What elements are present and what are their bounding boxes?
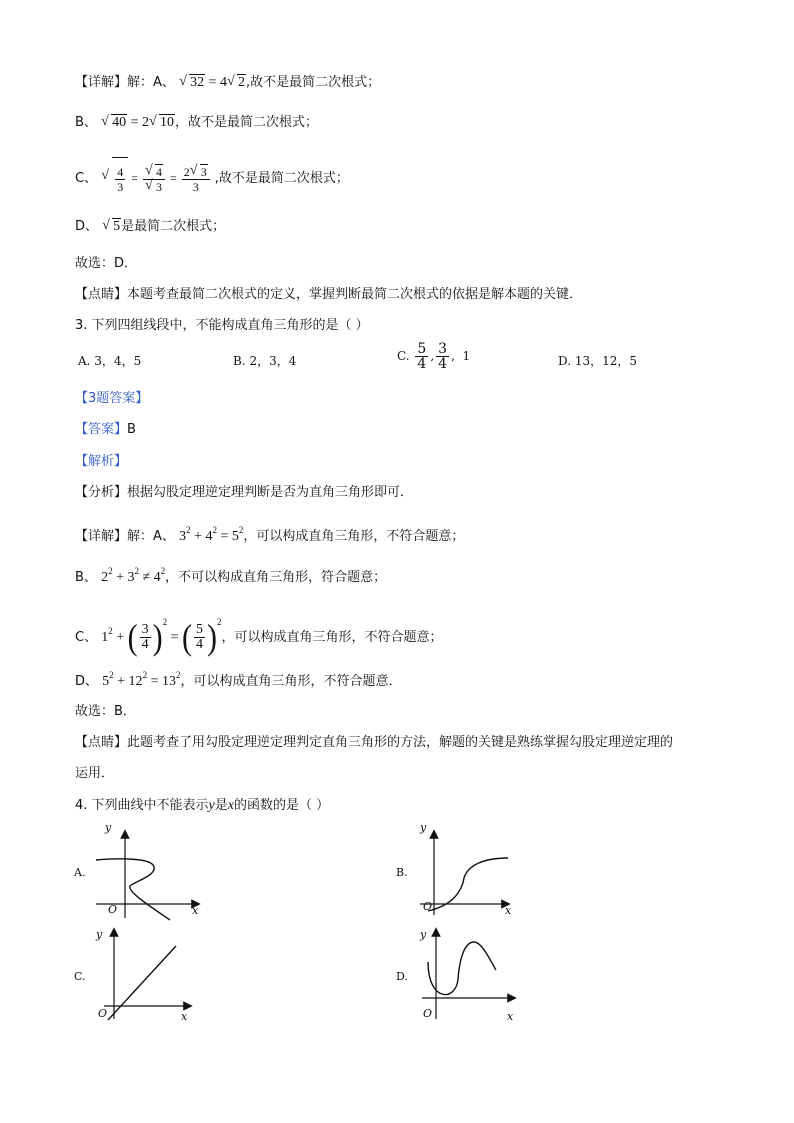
detail-tag: 【详解】 xyxy=(75,75,128,90)
math-2-3-4: $2^2 + 3^2 \ne 4^2$ xyxy=(101,566,166,585)
q3-option-d: D. 13，12，5 xyxy=(558,354,637,368)
q3-comment-cont: 运用． xyxy=(75,766,115,781)
graph-c-origin: O xyxy=(98,1007,108,1020)
q3-detail-c: C、 $1^2$ + ( $\frac{3}{4}$ )$^2$ = ( $\frac{5}{4}$ )$^2$，可以构成直角三角形，不符合题意； xyxy=(75,617,443,657)
math-3-4-5: $3^2 + 4^2 = 5^2$ xyxy=(179,525,244,544)
q2-detail-a: 【详解】解：A、 √ 32 = 4√ 2,故不是最简二次根式； xyxy=(75,73,380,93)
graph-b-origin: O xyxy=(423,900,433,913)
graph-d-origin: O xyxy=(423,1007,433,1020)
graph-c-label: C. xyxy=(74,970,86,983)
q3-choose: 故选：B． xyxy=(75,704,136,719)
q2-comment: 【点睛】本题考查最简二次根式的定义，掌握判断最简二次根式的依据是解本题的关键． xyxy=(75,287,583,302)
graph-b-y-label: y xyxy=(420,821,427,834)
graph-a-y-label: y xyxy=(105,821,112,834)
q3-detail-a: 【详解】解：A、 $3^2 + 4^2 = 5^2$，可以构成直角三角形，不符合题意； xyxy=(75,525,465,544)
q3-option-c: C. $\frac{5}{4}$ , $\frac{3}{4}$ , 1 xyxy=(397,341,471,372)
q3-comment: 【点睛】此题考查了用勾股定理逆定理判定直角三角形的方法，解题的关键是熟练掌握勾股定理逆定理的 xyxy=(75,735,674,750)
q2-choose: 故选：D． xyxy=(75,256,138,271)
graph-c xyxy=(96,924,196,1024)
math-sqrt40: √ 40 = 2√ 10 xyxy=(101,115,175,130)
curve xyxy=(428,858,508,911)
q2-detail-c: C、 √ $\frac{4}{3}$ = √ 4 √ 3 = $\frac{2√ 3}{3}$ ,故不是最简二次根式； xyxy=(75,157,349,197)
math-1-3-4-5-4: $1^2$ + ( $\frac{3}{4}$ )$^2$ = ( $\frac{5}{4}$ )$^2$ xyxy=(101,617,222,657)
q3-detail-d: D、 $5^2 + 12^2 = 13^2$，可以构成直角三角形，不符合题意． xyxy=(75,670,402,689)
q3-answer: 【答案】B xyxy=(75,422,136,437)
q3-detail-b: B、 $2^2 + 3^2 \ne 4^2$，不可以构成直角三角形，符合题意； xyxy=(75,566,387,585)
math-sqrt-4-3: √ $\frac{4}{3}$ = √ 4 √ 3 = $\frac{2√ 3}{3}$ xyxy=(101,171,215,185)
graph-b-label: B. xyxy=(396,866,408,879)
q3-stem: 3. 下列四组线段中，不能构成直角三角形的是（ ） xyxy=(75,318,369,333)
math-sqrt32: √ 32 = 4√ 2 xyxy=(179,75,246,90)
q3-option-a: A. 3，4，5 xyxy=(78,354,142,368)
graph-b-x-label: x xyxy=(505,904,512,917)
comment-tag: 【点睛】 xyxy=(75,287,128,302)
q3-option-b: B. 2，3，4 xyxy=(233,354,297,368)
analysis-tag: 【分析】 xyxy=(75,485,128,500)
line-curve xyxy=(108,946,176,1020)
graph-a-origin: O xyxy=(108,903,118,916)
q4-stem: 4. 下列曲线中不能表示y是x的函数的是（ ） xyxy=(75,798,330,813)
answer-tag: 【答案】 xyxy=(75,422,128,437)
graph-d-y-label: y xyxy=(420,928,427,941)
graph-d-label: D. xyxy=(396,970,408,983)
graph-a-x-label: x xyxy=(192,904,199,917)
math-sqrt5: √ 5 xyxy=(102,219,121,234)
graph-d-x-label: x xyxy=(507,1010,514,1023)
math-5-12-13: $5^2 + 12^2 = 13^2$ xyxy=(102,670,181,689)
curve xyxy=(428,942,496,995)
graph-c-y-label: y xyxy=(96,928,103,941)
graph-c-x-label: x xyxy=(181,1010,188,1023)
q3-analysis: 【分析】根据勾股定理逆定理判断是否为直角三角形即可． xyxy=(75,485,414,500)
q2-detail-d: D、 √ 5是最简二次根式； xyxy=(75,217,225,237)
q3-answer-header: 【3题答案】 xyxy=(75,391,149,406)
q2-detail-b: B、 √ 40 = 2√ 10，故不是最简二次根式； xyxy=(75,113,318,133)
q3-analysis-header: 【解析】 xyxy=(75,454,128,469)
graph-a-label: A. xyxy=(74,866,86,879)
